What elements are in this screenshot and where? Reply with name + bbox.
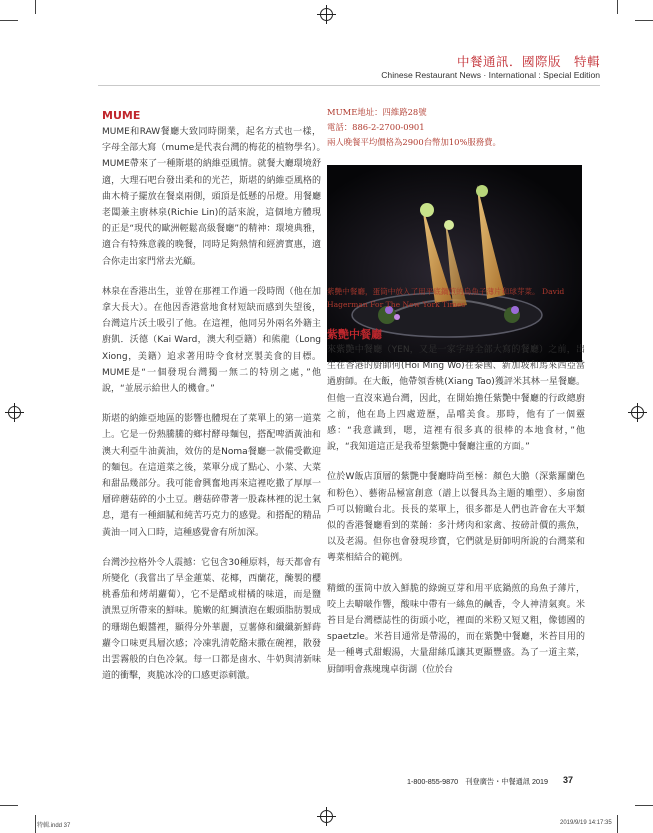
info-price: 兩人晚餐平均價格為2900台幣加10%服務費。: [327, 137, 501, 147]
footer-contact: 1-800-855-9870 刊登廣告・中餐通訊 2019: [407, 777, 549, 786]
crop-mark: [635, 805, 653, 806]
registration-mark-left: [8, 406, 21, 419]
restaurant-info-box: [327, 105, 597, 150]
photo-caption: 紫艷中餐廳，蛋筒中放入了用平底鍋煎的烏魚子薄片和球芽菜。 David Hagerman For The New York Times: [327, 287, 565, 309]
section-title-yen: 紫艷中餐廳: [327, 328, 382, 341]
crop-mark: [35, 815, 36, 833]
print-slug-file: 特輯.indd 37: [37, 823, 71, 829]
crop-mark: [617, 815, 618, 833]
section-body-mume: [102, 124, 331, 699]
paragraph: 位於W飯店頂層的紫艷中餐廳時尚至極：顏色大膽（深紫羅蘭色和粉色）、藝術品極富創意（譜上以餐具為主題的雕塑）、多扇窗戶可以俯瞰台北。長長的菜單上，很多都是人們也許會在大平類似的香港餐廳看到的菜餚：多汁烤肉和家禽、按磅計價的燕魚，以及老湯。但你也會發現珍寶，它們就是厨師明所說的台灣菜和粵菜相結合的範例。: [327, 472, 585, 564]
info-address: MUME地址：四維路28號: [327, 107, 427, 117]
print-slug-timestamp: 2019/9/19 14:17:35: [560, 820, 612, 826]
header-divider: [98, 85, 600, 86]
paragraph: 斯堪的納維亞地區的影響也體現在了菜單上的第一道菜上。它是一份熱騰騰的鄉村酵母麵包，搭配啤酒黃油和澳大利亞牛油黃油，效仿的是Noma餐廳一款備受歡迎的麵包。在這道菜之後，菜單分成了點心、小菜、大菜和甜品幾部分。我可能會興奮地再來這裡吃撒了厚厚一層碎蘑菇碎的小土豆。蘑菇碎帶著一股森林裡的泥土氣息，還有一種細膩和純苦巧克力的感覺。和搭配的精品黃油一同入口時，這種感覺會有所加深。: [102, 414, 321, 538]
crop-mark: [617, 0, 618, 14]
header-title-en: Chinese Restaurant News · International : Special Edition: [381, 70, 600, 80]
crop-mark: [0, 805, 18, 806]
paragraph: 台灣沙拉格外令人震撼：它包含30種原料，每天都會有所變化（我嘗出了旱金蓮葉、花椰，西蘭花，醃製的櫻桃番茄和烤胡蘿蔔），它不是醋或柑橘的味道，而是鹽漬黑豆所帶來的鮮味。脆嫩的紅鯛漬泡在蝦頭脂肪製成的珊瑚色蝦醬裡，顯得分外華麗，豆薯條和纖纖新鮮蒔蘿令口味更具層次感；冷凍乳清乾酪末撒在碗裡，散發出雲霧般的白色冷氣。每一口都是鹵水、牛奶與清新味道的衝擊，爽脆冰冷的口感更添刺激。: [102, 557, 321, 682]
crop-mark: [35, 0, 36, 14]
section-title-mume: MUME: [102, 109, 141, 122]
info-phone: 電話：886-2-2700-0901: [327, 122, 425, 132]
registration-mark-bottom: [320, 810, 333, 823]
paragraph: 林泉在香港出生，並曾在那裡工作過一段時間（他在加拿大長大）。在他因香港當地食材短缺而感到失望後，台灣這片沃土吸引了他。在這裡，他同另外兩名外籍主廚凱．沃德（Kai Ward，澳大利亞籍）和熊龍（Long Xiong，美籍）追求著用時令食材烹製美食的目標。MUME是“一個發現台灣獨一無二的特別之處，”他說，“並展示給世人的機會。”: [102, 286, 321, 395]
registration-mark-top: [320, 8, 333, 21]
page-number: 37: [563, 775, 574, 785]
paragraph: 精緻的蛋筒中放入鮮脆的綠豌豆芽和用平底鍋煎的烏魚子薄片，咬上去噼啵作響，酸味中帶有一絲魚的鹹香，令人神清氣爽。米苔目是台灣標誌性的街頭小吃，裡面的米粉又短又粗，像德國的spaetzle。米苔目通常是帶湯的，而在紫艷中餐廳，米苔目用的是一種粵式甜蝦湯，大量甜絲瓜讓其更顯豐盛。為了一道主菜，厨師明會燕塊瑰卓街湖（位於台: [327, 583, 585, 675]
crop-mark: [0, 20, 18, 21]
header-title-cn: 中餐通訊．國際版 特輯: [456, 54, 600, 69]
registration-mark-right: [631, 406, 644, 419]
crop-mark: [635, 20, 653, 21]
paragraph: MUME和RAW餐廳大致同時開業，起名方式也一樣，字母全部大寫（mume是代表台灣的梅花的植物學名）。 MUME帶來了一種斯堪的納維亞風情。就餐大廳環境舒適，大理石吧台發出柔和的光芒，斯堪的納維亞風格的曲木椅子擺放在餐桌兩側，頭頂是低懸的吊燈。用餐廳老闆兼主廚林泉(Richie Lin)的話來說，這個地方體現的正是“現代的歐洲輕鬆高級餐廳”的精神：環境典雅，適合有特殊意義的晚餐，同時足夠熱情和經濟實惠，適合你走出家門常去光顧。: [102, 127, 331, 267]
paragraph: 來紫艷中餐廳（YEN，又是一家字母全部大寫的餐廳）之前，出生在香港的厨師何(Hoi Ming Wo)在泰國、新加坡和馬來西亞當過廚師。在大飯，他帶領香桃(Xiang Tao)獲評米其林一星餐廳。但他一直沒來過台灣，因此，在開始擔任紫艷中餐廳的行政總廚之前，他在島上四處遊歷，品嚐美食。那時，他有了一個靈感：“我意識到，嗯，這裡有很多真的很棒的本地食材，”他說，“我知道這正是我希望紫艷中餐廳注重的方面。”: [327, 345, 585, 453]
section-body-yen: [327, 342, 585, 692]
